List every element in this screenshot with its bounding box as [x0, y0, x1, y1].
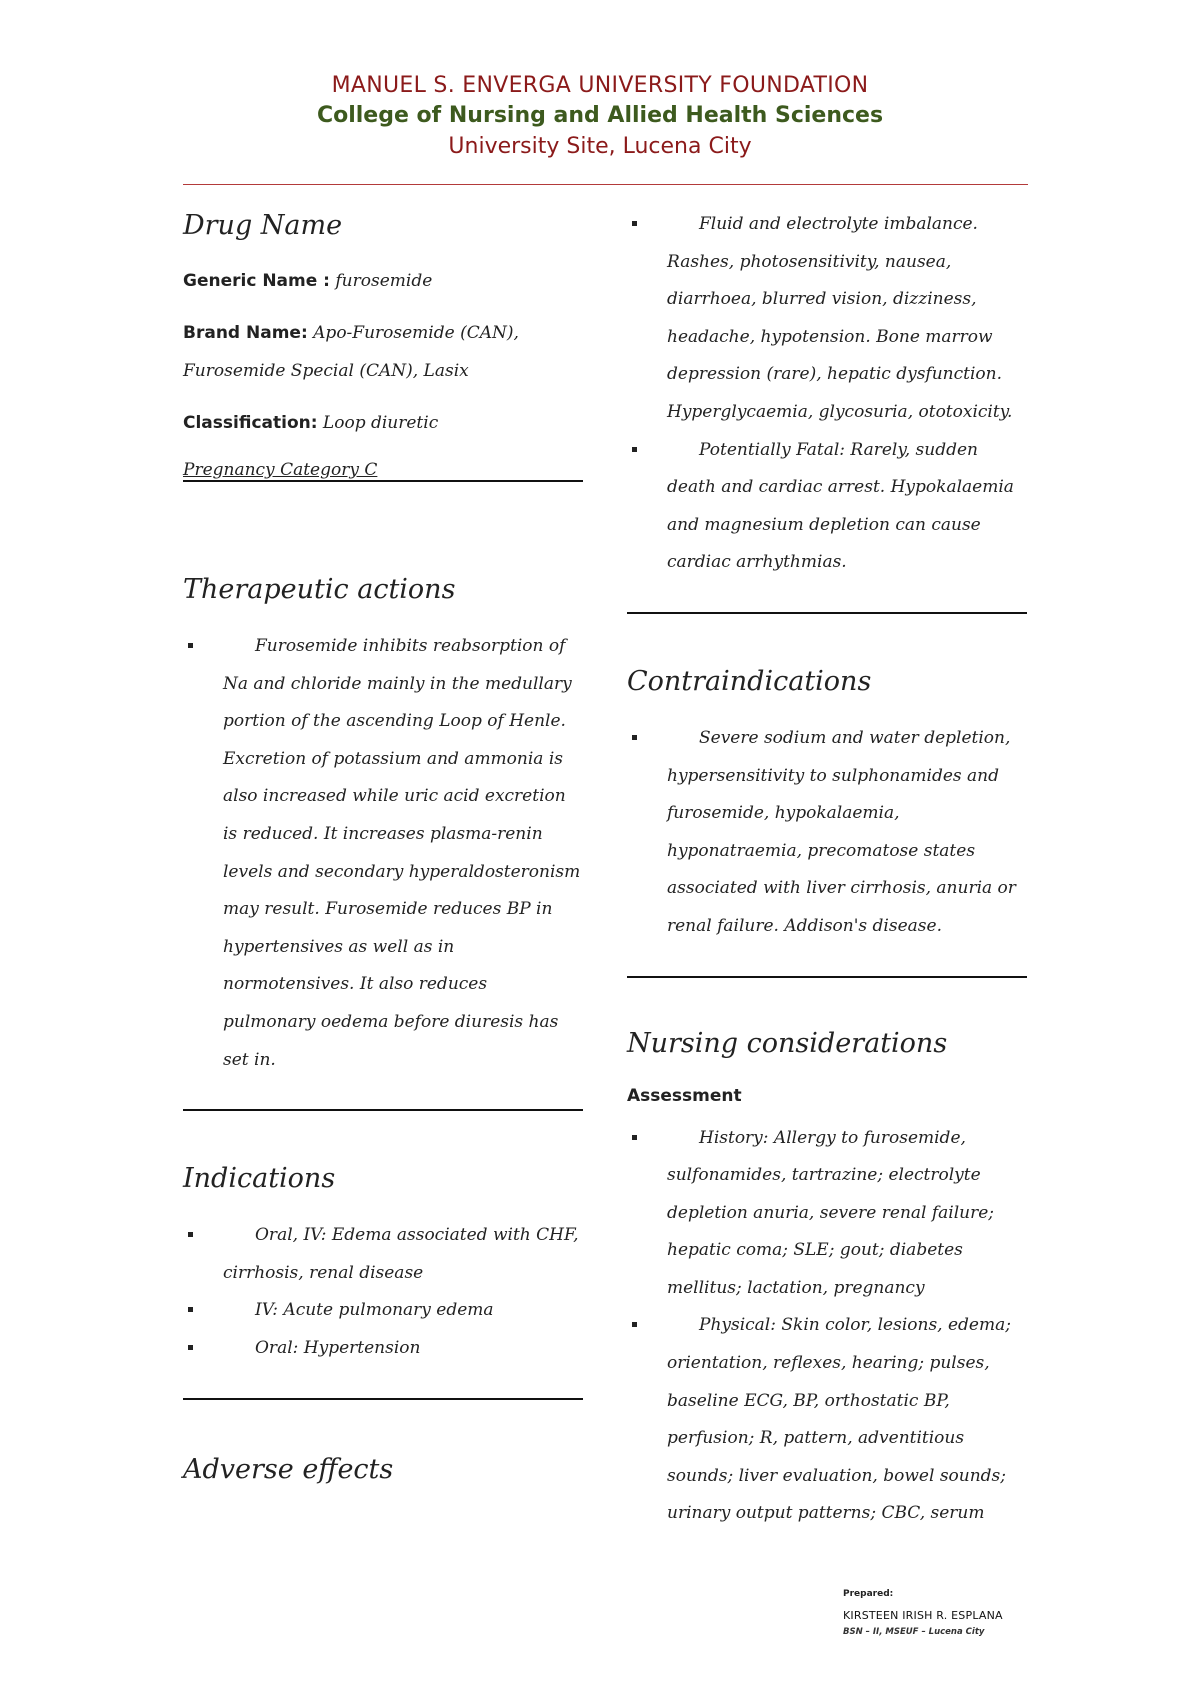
college-name: College of Nursing and Allied Health Sciences: [316, 103, 884, 128]
header-divider: [183, 184, 1028, 185]
section-divider: [183, 1398, 583, 1400]
generic-name-line: [183, 262, 583, 300]
drug-name-title: Drug Name: [183, 210, 343, 241]
nursing-title: Nursing considerations: [627, 1027, 948, 1059]
generic-name-value: furosemide: [329, 271, 433, 291]
list-item: Furosemide inhibits reabsorption of Na and chloride mainly in the medullary portion of the ascending Loop of Henle. Excretion of potassium and ammonia is also increased while uric acid excretion is reduced. It increases plasma-renin levels and secondary hyperaldosteronism may result. Furosemide reduces BP in hypertensives as well as in normotensives. It also reduces pulmonary oedema before diuresis has set in.: [183, 628, 583, 1079]
bullet-icon: [188, 1345, 193, 1350]
bullet-icon: [632, 221, 637, 226]
section-divider: [627, 612, 1027, 614]
right-column: [627, 206, 1027, 1533]
bullet-icon: [632, 1322, 637, 1327]
bullet-icon: [188, 1307, 193, 1312]
indications-list: [183, 1217, 583, 1367]
pregnancy-category: Pregnancy Category C: [183, 460, 378, 480]
adverse-section-heading: [183, 1450, 583, 1490]
document-header: [0, 72, 1200, 162]
list-item: Oral: Hypertension: [183, 1330, 583, 1368]
list-item: Oral, IV: Edema associated with CHF, cirrhosis, renal disease: [183, 1217, 583, 1292]
classification-value: Loop diuretic: [317, 413, 439, 433]
list-item: Severe sodium and water depletion, hypersensitivity to sulphonamides and furosemide, hypokalaemia, hyponatraemia, precomatose states associated with liver cirrhosis, anuria or renal failure. Addison's disease.: [627, 720, 1027, 946]
list-item: History: Allergy to furosemide, sulfonamides, tartrazine; electrolyte depletion anuria, severe renal failure; hepatic coma; SLE; gout; diabetes mellitus; lactation, pregnancy: [627, 1120, 1027, 1308]
nursing-section: [627, 1024, 1027, 1534]
list-item: Fluid and electrolyte imbalance. Rashes, photosensitivity, nausea, diarrhoea, blurred vision, dizziness, headache, hypotension. Bone marrow depression (rare), hepatic dysfunction. Hyperglycaemia, glycosuria, ototoxicity.: [627, 206, 1027, 432]
list-item: Potentially Fatal: Rarely, sudden death and cardiac arrest. Hypokalaemia and magnesium depletion can cause cardiac arrhythmias.: [627, 432, 1027, 582]
brand-name-line-2: [183, 352, 583, 390]
indications-section: [183, 1159, 583, 1367]
prepared-label: Prepared:: [843, 1589, 894, 1599]
therapeutic-section: [183, 570, 583, 1079]
contraindications-section: [627, 662, 1027, 946]
classification-label: Classification:: [183, 413, 318, 433]
therapeutic-list: [183, 628, 583, 1079]
preparer-name: KIRSTEEN IRISH R. ESPLANA: [843, 1609, 1003, 1622]
left-column: [183, 206, 583, 1490]
bullet-icon: [188, 1232, 193, 1237]
indications-title: Indications: [183, 1163, 336, 1195]
pregnancy-category-line: [183, 458, 583, 482]
prepared-by-block: [843, 1589, 1003, 1637]
generic-name-label: Generic Name :: [183, 271, 330, 291]
drug-name-section: [183, 206, 583, 482]
adverse-title: Adverse effects: [183, 1453, 394, 1485]
brand-name-label: Brand Name:: [183, 323, 308, 343]
bullet-icon: [632, 447, 637, 452]
university-name: MANUEL S. ENVERGA UNIVERSITY FOUNDATION: [331, 73, 869, 98]
section-divider: [183, 1109, 583, 1111]
section-divider: [627, 976, 1027, 978]
classification-line: [183, 404, 583, 442]
brand-name-value-1: Apo-Furosemide (CAN),: [307, 323, 519, 343]
therapeutic-title: Therapeutic actions: [183, 574, 456, 605]
bullet-icon: [632, 1135, 637, 1140]
bullet-icon: [632, 735, 637, 740]
adverse-list: [627, 206, 1027, 582]
contraindications-title: Contraindications: [627, 665, 872, 697]
brand-name-line: [183, 314, 583, 352]
preparer-affiliation: BSN – II, MSEUF – Lucena City: [843, 1627, 985, 1637]
list-item: IV: Acute pulmonary edema: [183, 1292, 583, 1330]
bullet-icon: [188, 643, 193, 648]
nursing-list: [627, 1120, 1027, 1534]
university-site: University Site, Lucena City: [448, 134, 752, 159]
contraindications-list: [627, 720, 1027, 946]
assessment-subheading: Assessment: [627, 1085, 742, 1106]
list-item: Physical: Skin color, lesions, edema; orientation, reflexes, hearing; pulses, baseline ECG, BP, orthostatic BP, perfusion; R, pattern, adventitious sounds; liver evaluation, bowel sounds; urinary output patterns; CBC, serum: [627, 1307, 1027, 1533]
brand-name-value-2: Furosemide Special (CAN), Lasix: [183, 361, 469, 381]
